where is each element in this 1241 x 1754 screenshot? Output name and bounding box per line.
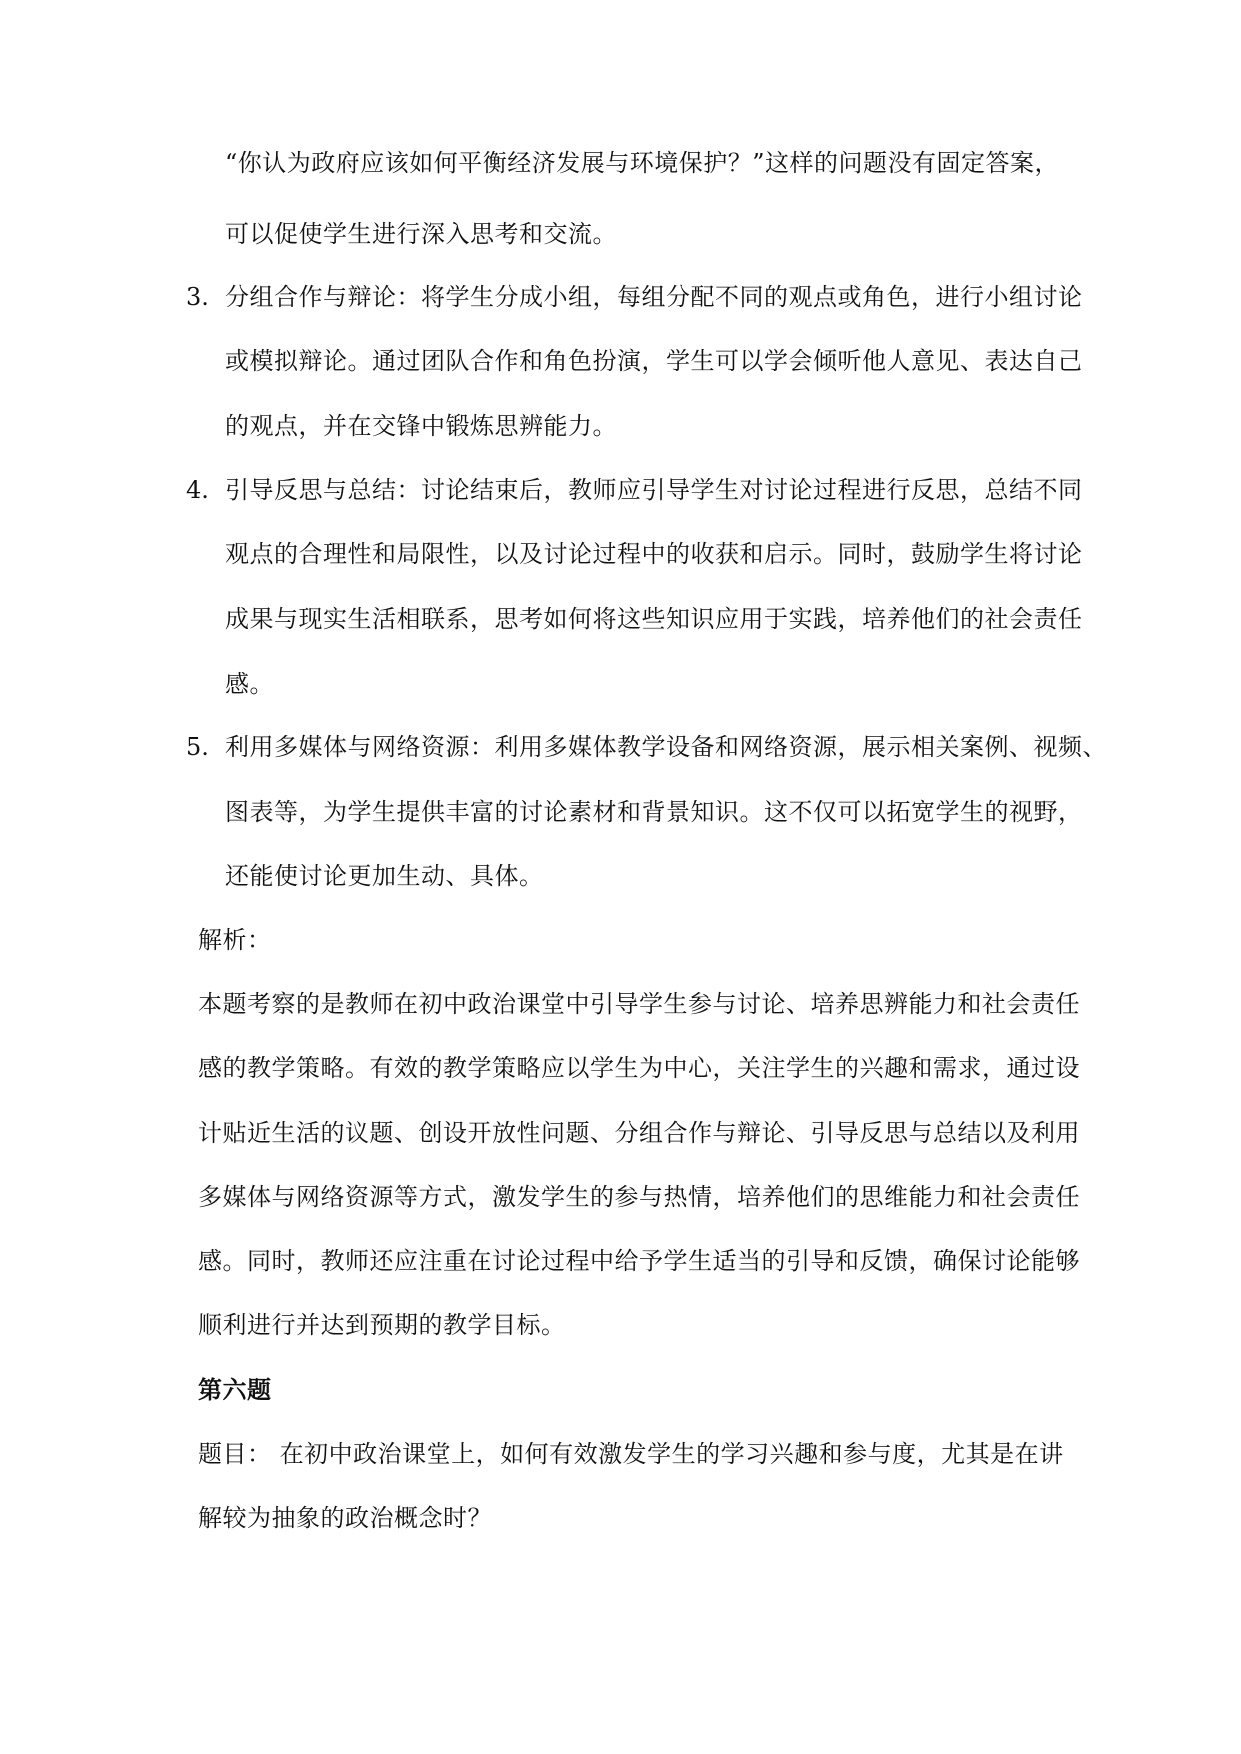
list-item-number: 5.: [186, 733, 209, 761]
analysis-line: 感的教学策略。有效的教学策略应以学生为中心，关注学生的兴趣和需求，通过设: [198, 1054, 1080, 1082]
list-item-line: 引导反思与总结：讨论结束后，教师应引导学生对讨论过程进行反思，总结不同: [225, 476, 1083, 504]
analysis-line: 顺利进行并达到预期的教学目标。: [198, 1311, 566, 1339]
analysis-line: 本题考察的是教师在初中政治课堂中引导学生参与讨论、培养思辨能力和社会责任: [198, 990, 1080, 1018]
list-item-line: 或模拟辩论。通过团队合作和角色扮演，学生可以学会倾听他人意见、表达自己: [225, 347, 1083, 375]
list-item-line: 分组合作与辩论：将学生分成小组，每组分配不同的观点或角色，进行小组讨论: [225, 283, 1083, 311]
continuation-line: “你认为政府应该如何平衡经济发展与环境保护？”这样的问题没有固定答案，: [225, 149, 1060, 177]
analysis-line: 计贴近生活的议题、创设开放性问题、分组合作与辩论、引导反思与总结以及利用: [198, 1119, 1080, 1147]
analysis-line: 感。同时，教师还应注重在讨论过程中给予学生适当的引导和反馈，确保讨论能够: [198, 1247, 1080, 1275]
list-item-line: 感。: [225, 670, 274, 698]
analysis-label: 解析：: [198, 926, 272, 954]
list-item-line: 利用多媒体与网络资源：利用多媒体教学设备和网络资源，展示相关案例、视频、: [225, 733, 1107, 761]
list-item-line: 的观点，并在交锋中锻炼思辨能力。: [225, 412, 617, 440]
section-heading: 第六题: [198, 1375, 272, 1404]
list-item-line: 成果与现实生活相联系，思考如何将这些知识应用于实践，培养他们的社会责任: [225, 605, 1083, 633]
list-item-number: 3.: [186, 283, 209, 311]
list-item-line: 观点的合理性和局限性，以及讨论过程中的收获和启示。同时，鼓励学生将讨论: [225, 540, 1083, 568]
question-line: 解较为抽象的政治概念时？: [198, 1504, 492, 1532]
analysis-line: 多媒体与网络资源等方式，激发学生的参与热情，培养他们的思维能力和社会责任: [198, 1183, 1080, 1211]
question-line: 题目： 在初中政治课堂上，如何有效激发学生的学习兴趣和参与度，尤其是在讲: [198, 1440, 1064, 1468]
list-item-number: 4.: [186, 476, 209, 504]
continuation-line: 可以促使学生进行深入思考和交流。: [225, 220, 617, 248]
list-item-line: 图表等，为学生提供丰富的讨论素材和背景知识。这不仅可以拓宽学生的视野，: [225, 798, 1083, 826]
list-item-line: 还能使讨论更加生动、具体。: [225, 862, 544, 890]
